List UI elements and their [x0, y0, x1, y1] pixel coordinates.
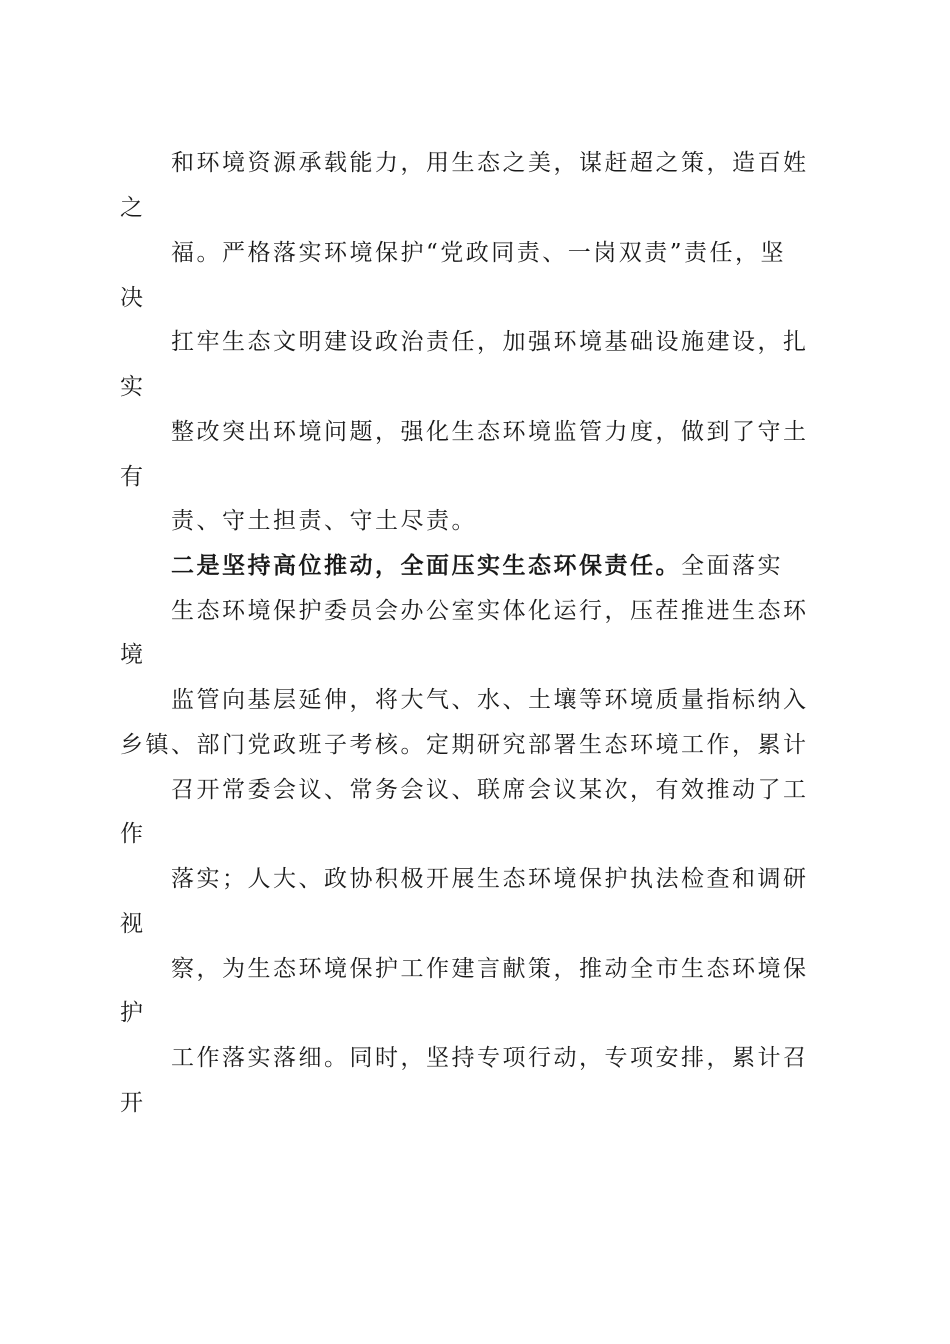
text-line-20: 护 — [120, 1000, 146, 1026]
text-line-10 — [0, 551, 950, 581]
text-line-5: 扛牢生态文明建设政治责任，加强环境基础设施建设，扎 — [171, 329, 809, 355]
section-heading: 二是坚持高位推动，全面压实生态环保责任。 — [171, 552, 681, 579]
text-line-1: 和环境资源承载能力，用生态之美，谋赶超之策，造百姓 — [171, 150, 809, 176]
text-line-21: 工作落实落细。同时，坚持专项行动，专项安排，累计召 — [171, 1045, 809, 1071]
text-line-18: 视 — [120, 911, 146, 937]
text-line-3: 福。严格落实环境保护“党政同责、一岗双责”责任，坚 — [171, 240, 787, 266]
text-line-16: 作 — [120, 821, 146, 847]
text-line-7: 整改突出环境问题，强化生态环境监管力度，做到了守土 — [171, 419, 809, 445]
text-line-8: 有 — [120, 464, 146, 490]
text-line-12: 境 — [120, 642, 146, 668]
text-line-14: 乡镇、部门党政班子考核。定期研究部署生态环境工作，累计 — [120, 732, 809, 758]
text-line-19: 察，为生态环境保护工作建言献策，推动全市生态环境保 — [171, 956, 809, 982]
text-line-13: 监管向基层延伸，将大气、水、土壤等环境质量指标纳入 — [171, 687, 809, 713]
text-line-22: 开 — [120, 1090, 146, 1116]
text-line-6: 实 — [120, 374, 146, 400]
text-line-4: 决 — [120, 285, 146, 311]
text-line-17: 落实；人大、政协积极开展生态环境保护执法检查和调研 — [171, 866, 809, 892]
text-line-2: 之 — [120, 195, 146, 221]
text-line-15: 召开常委会议、常务会议、联席会议某次，有效推动了工 — [171, 777, 809, 803]
text-line-9: 责、守土担责、守土尽责。 — [171, 508, 477, 534]
text-line-11: 生态环境保护委员会办公室实体化运行，压茬推进生态环 — [171, 598, 809, 624]
section-heading-continuation: 全面落实 — [681, 553, 783, 579]
